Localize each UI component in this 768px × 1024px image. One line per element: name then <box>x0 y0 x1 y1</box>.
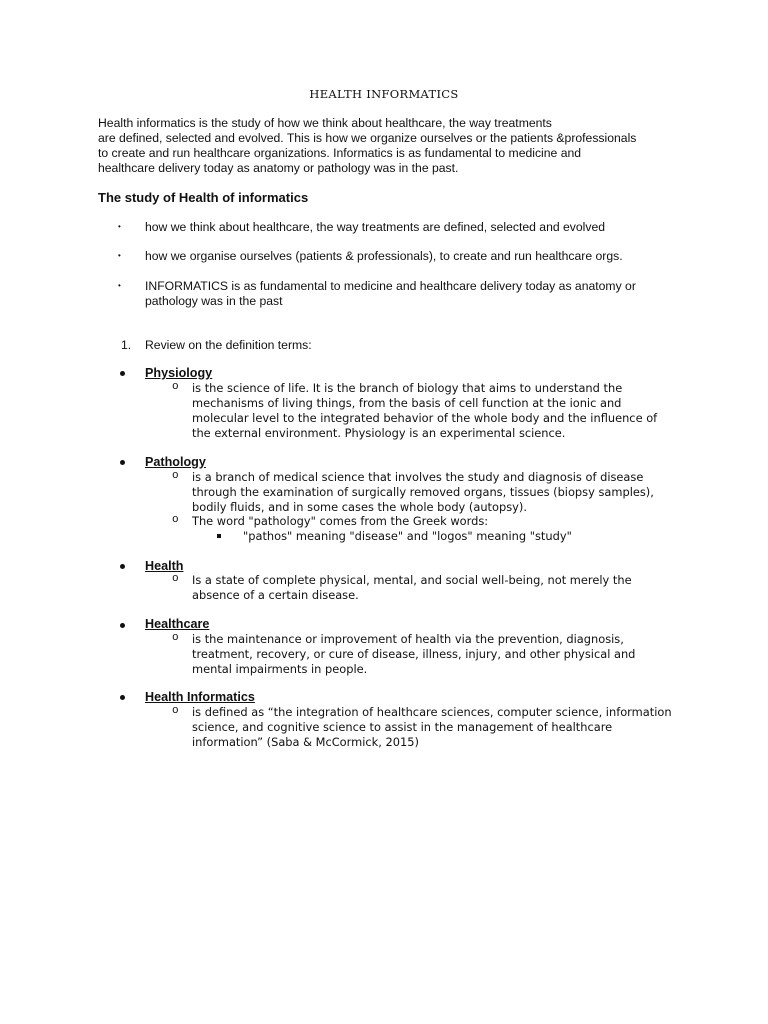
sub-marker: o <box>172 470 179 482</box>
definition-line: the external environment. Physiology is an experimental science. <box>192 426 566 440</box>
definition-health <box>192 573 632 603</box>
bullet-item-text: pathology was in the past <box>145 294 283 308</box>
definition-line: is the maintenance or improvement of health via the prevention, diagnosis, <box>192 632 624 646</box>
term-pathology: Pathology <box>145 455 206 469</box>
section-heading: The study of Health of informatics <box>98 190 309 205</box>
definition-pathology <box>192 470 654 515</box>
definition-healthcare <box>192 632 635 677</box>
definition-health-informatics <box>192 705 672 750</box>
term-healthcare: Healthcare <box>145 617 210 631</box>
definition-line: information” (Saba & McCormick, 2015) <box>192 735 419 749</box>
term-physiology: Physiology <box>145 366 213 380</box>
term-health-informatics: Health Informatics <box>145 690 255 704</box>
definition-line: is defined as “the integration of healthcare sciences, computer science, information <box>192 705 672 719</box>
sub-marker: o <box>172 514 179 526</box>
intro-line: Health informatics is the study of how we think about healthcare, the way treatments <box>98 116 552 130</box>
sub-marker: o <box>172 705 179 717</box>
sub-marker: o <box>172 381 179 393</box>
bullet-item <box>145 279 685 309</box>
bullet-marker: • <box>118 251 121 260</box>
definition-line: science, and cognitive science to assist in the management of healthcare <box>192 720 613 734</box>
definition-physiology <box>192 381 657 441</box>
intro-line: to create and run healthcare organizations. Informatics is as fundamental to medicine and <box>98 146 582 160</box>
bullet-item-text: how we organise ourselves (patients & professionals), to create and run healthcare orgs. <box>145 249 623 263</box>
bullet-item <box>145 249 685 264</box>
numbered-item-text: Review on the definition terms: <box>145 338 312 352</box>
bullet-marker: • <box>118 281 121 290</box>
definition-line: The word "pathology" comes from the Greek words: <box>192 514 489 528</box>
term-health: Health <box>145 559 184 573</box>
term-bullet-dot <box>120 460 125 465</box>
definition-line: mental impairments in people. <box>192 662 368 676</box>
intro-line: are defined, selected and evolved. This is how we organize ourselves or the patients &professionals <box>98 131 637 145</box>
etymology-detail: "pathos" meaning "disease" and "logos" meaning "study" <box>243 529 572 543</box>
square-bullet-marker <box>217 534 221 538</box>
intro-paragraph <box>98 116 698 176</box>
definition-line: is the science of life. It is the branch of biology that aims to understand the <box>192 381 623 395</box>
definition-line: bodily fluids, and in some cases the whole body (autopsy). <box>192 500 527 514</box>
bullet-item-text: INFORMATICS is as fundamental to medicine and healthcare delivery today as anatomy or <box>145 279 636 293</box>
sub-marker: o <box>172 573 179 585</box>
term-bullet-dot <box>120 564 125 569</box>
term-bullet-dot <box>120 623 125 628</box>
intro-line: healthcare delivery today as anatomy or pathology was in the past. <box>98 161 459 175</box>
definition-line: through the examination of surgically removed organs, tissues (biopsy samples), <box>192 485 654 499</box>
term-bullet-dot <box>120 371 125 376</box>
numbered-item-number: 1. <box>121 338 132 352</box>
definition-pathology-etymology <box>192 514 488 529</box>
definition-line: molecular level to the integrated behavior of the whole body and the influence of <box>192 411 658 425</box>
term-bullet-dot <box>120 695 125 700</box>
sub-marker: o <box>172 632 179 644</box>
definition-line: absence of a certain disease. <box>192 588 359 602</box>
bullet-item <box>145 220 685 235</box>
bullet-item-text: how we think about healthcare, the way treatments are defined, selected and evolved <box>145 220 606 234</box>
page-title: HEALTH INFORMATICS <box>309 87 459 101</box>
definition-line: mechanisms of living things, from the basis of cell function at the ionic and <box>192 396 622 410</box>
definition-line: Is a state of complete physical, mental, and social well-being, not merely the <box>192 573 632 587</box>
bullet-marker: • <box>118 222 121 231</box>
definition-line: is a branch of medical science that involves the study and diagnosis of disease <box>192 470 644 484</box>
definition-line: treatment, recovery, or cure of disease, illness, injury, and other physical and <box>192 647 636 661</box>
